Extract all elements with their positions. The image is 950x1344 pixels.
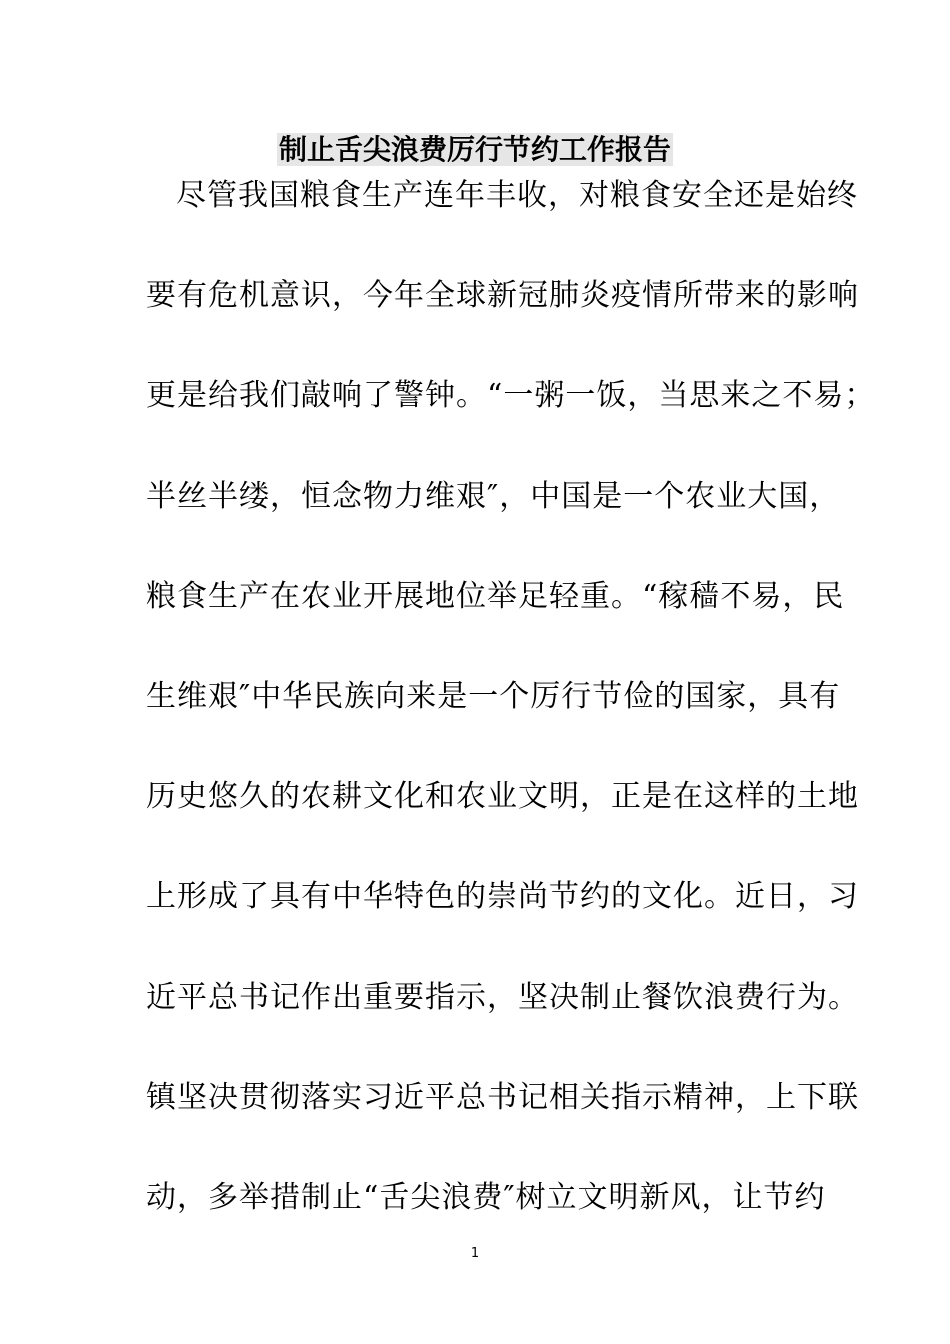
document-title-text: 制止舌尖浪费厉行节约工作报告: [278, 133, 671, 166]
body-line: 半丝半缕，恒念物力维艰″，中国是一个农业大国，: [146, 478, 841, 514]
document-title: [0, 130, 950, 170]
body-line: 更是给我们敲响了警钟。“一粥一饭，当思来之不易；: [146, 378, 876, 414]
page-number: 1: [470, 1246, 480, 1261]
body-line: 历史悠久的农耕文化和农业文明，正是在这样的土地: [146, 779, 859, 815]
document-body: [146, 176, 876, 1278]
body-line: 动，多举措制止“舌尖浪费″树立文明新风，让节约: [146, 1179, 826, 1215]
body-line: 上形成了具有中华特色的崇尚节约的文化。近日，习: [146, 879, 859, 915]
body-line: 生维艰″中华民族向来是一个厉行节俭的国家，具有: [146, 678, 841, 714]
body-line: 尽管我国粮食生产连年丰收，对粮食安全还是始终: [176, 178, 858, 213]
body-line: 粮食生产在农业开展地位举足轻重。“稼穑不易，民: [146, 578, 845, 614]
body-line: 要有危机意识，今年全球新冠肺炎疫情所带来的影响: [146, 278, 859, 314]
body-line: 近平总书记作出重要指示，坚决制止餐饮浪费行为。: [146, 979, 859, 1015]
body-line: 镇坚决贯彻落实习近平总书记相关指示精神，上下联: [146, 1079, 859, 1115]
